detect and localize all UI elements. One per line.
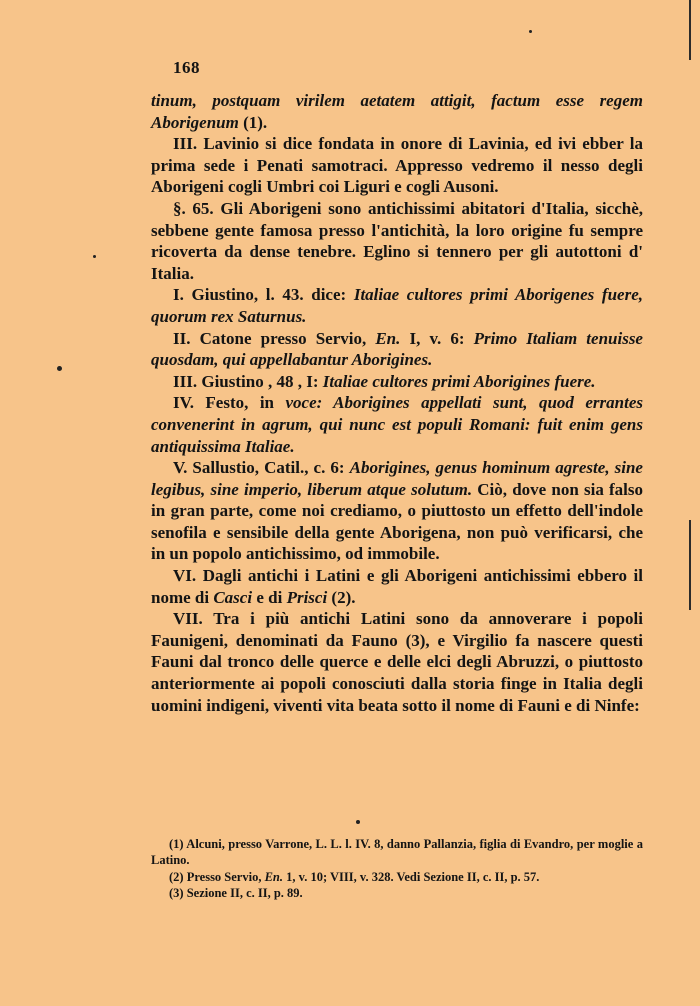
footnotes [151, 836, 643, 901]
citation-text: IV. Festo, in [173, 393, 286, 413]
body-text: e di [252, 587, 287, 607]
paragraph-festo [151, 392, 643, 457]
paragraph-faunigeni: VII. Tra i più antichi Latini sono da annoverare i popoli Faunigeni, denominati da Fauno (3), e Virgilio fa nascere questi Fauni dal tronco delle querce e delle elci degli Abruzzi, o piuttosto anteriormente ai popoli conosciuti dalla storia finge in Italia degli uomini indigeni, viventi vita beata sotto il nome di Fauni e di Ninfe: [151, 609, 643, 715]
body-text: VI. Dagli antichi i Latini e gli Aborigeni antichissimi ebbero il nome di [151, 566, 643, 607]
paragraph-section-65: §. 65. Gli Aborigeni sono antichissimi abitatori d'Italia, sicchè, sebbene gente famosa presso l'antichità, la loro origine fu sempre ricoverta da dense tenebre. Eglino si tennero per gli autottoni d' Italia. [151, 198, 643, 283]
italic-quote: tinum, postquam virilem aetatem attigit, factum esse regem Aborigenum [151, 91, 643, 132]
footnote-3: (3) Sezione II, c. II, p. 89. [169, 885, 303, 900]
paragraph-casci-prisci [151, 565, 643, 608]
italic-word: Casci [213, 587, 253, 607]
speck [93, 255, 96, 258]
italic-word: Prisci [286, 587, 328, 607]
italic-quote: Italiae cultores primi Aborigines fuere. [322, 371, 596, 391]
paragraph-sallustio [151, 457, 643, 565]
italic-quote: Primo Italiam tenuisse quosdam, qui appellabantur Aborigines. [151, 328, 643, 370]
italic-quote: Aborigines, genus hominum agreste, sine legibus, sine imperio, liberum atque solutum. [151, 458, 643, 499]
footnote-2 [151, 869, 643, 885]
paragraph-catone [151, 328, 643, 371]
footnote-ref: (1). [238, 112, 268, 132]
paragraph-lavinio: III. Lavinio si dice fondata in onore di Lavinia, ed ivi ebber la prima sede i Penati samotraci. Appresso vedremo il nesso degli Aborigeni cogli Umbri coi Liguri e cogli Ausoni. [151, 134, 643, 197]
citation-text: V. Sallustio, Catil., c. 6: [173, 458, 350, 478]
paragraph-giustino [151, 284, 643, 327]
citation-text: II. Catone presso Servio, [173, 328, 376, 348]
page-number: 168 [173, 58, 200, 77]
footnote-ref: (2). [327, 587, 356, 607]
italic-abbrev: En. [264, 869, 284, 884]
italic-abbrev: En. [375, 328, 401, 348]
speck [356, 820, 360, 824]
speck [529, 30, 532, 33]
footnote-text: 1, v. 10; VIII, v. 328. Vedi Sezione II, c. II, p. 57. [283, 869, 540, 884]
citation-text: III. Giustino , 48 , I: [173, 371, 323, 391]
footnote-text: (2) Presso Servio, [169, 869, 265, 884]
italic-quote: voce: Aborigines appellati sunt, quod errantes convenerint in agrum, qui nunc est populi Romani: fuit enim gens antiquissima Italiae. [151, 393, 643, 456]
main-text [151, 90, 643, 716]
italic-quote: Italiae cultores primi Aborigenes fuere, quorum rex Saturnus. [151, 285, 644, 326]
body-text: Ciò, dove non sia falso in gran parte, come noi crediamo, o piuttosto un effetto dell'indole senofila e sensibile della gente Aborigena, non può verificarsi, che in un popolo antichissimo, od immobile. [151, 479, 643, 564]
citation-text: I. Giustino, l. 43. dice: [173, 285, 354, 305]
page-edge-line [689, 520, 691, 610]
speck [57, 366, 62, 371]
paragraph-giustino-2 [151, 371, 643, 393]
page-edge-line [689, 0, 691, 60]
citation-text: I, v. 6: [400, 328, 474, 348]
paragraph-continuation [151, 90, 643, 133]
footnote-1: (1) Alcuni, presso Varrone, L. L. l. IV. 8, danno Pallanzia, figlia di Evandro, per moglie a Latino. [151, 837, 643, 868]
